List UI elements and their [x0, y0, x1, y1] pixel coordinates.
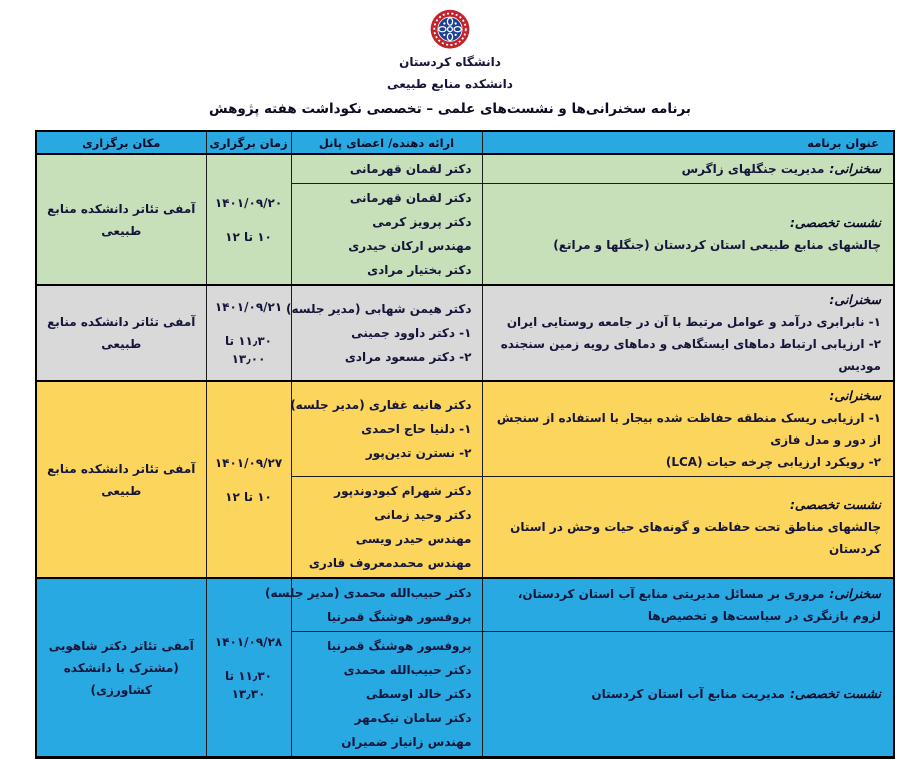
column-header-time: زمان برگزاری — [206, 131, 291, 154]
group4-lecture-row — [36, 578, 894, 632]
presenter-name: ۱- دکتر داوود جمینی — [351, 326, 472, 340]
entry-text: چالشهای مناطق تحت حفاظت و گونه‌های حیات وحش در استان کردستان — [510, 520, 881, 556]
time-cell — [206, 381, 291, 578]
university-of-kurdistan-logo-icon — [427, 9, 473, 51]
event-date: ۱۴۰۱/۰۹/۲۱ — [214, 300, 283, 314]
university-name: دانشگاه کردستان — [399, 55, 501, 69]
venue-name: آمفی تئاتر دانشکده منابع طبیعی — [47, 461, 196, 498]
entry-kind-label: سخنرانی: — [829, 388, 881, 403]
document-header — [0, 0, 900, 117]
table-header-row — [36, 131, 894, 154]
program-title-cell — [482, 285, 894, 381]
presenter-name: دکتر حبیب‌الله محمدی — [343, 663, 472, 677]
presenters-cell — [291, 632, 482, 758]
presenter-name: دکتر حبیب‌الله محمدی (مدیر جلسه) — [264, 586, 472, 600]
program-title-cell — [482, 477, 894, 579]
place-cell — [36, 381, 206, 578]
presenter-name: مهندس حیدر ویسی — [355, 532, 472, 546]
presenter-name: دکتر پرویز کرمی — [372, 215, 472, 229]
presenter-name: دکتر وحید زمانی — [374, 508, 472, 522]
presenter-name: دکتر سامان نیک‌مهر — [354, 711, 472, 725]
program-title-cell — [482, 632, 894, 758]
time-cell — [206, 154, 291, 285]
presenter-name: دکتر هانیه غفاری (مدیر جلسه) — [290, 398, 472, 412]
venue-name: آمفی تئاتر دانشکده منابع طبیعی — [47, 201, 196, 238]
program-entry — [491, 683, 882, 705]
entry-text: ۲- رویکرد ارزیابی چرخه حیات (LCA) — [665, 455, 881, 469]
program-entry — [491, 158, 882, 180]
program-title: برنامه سخنرانی‌ها و نشست‌های علمی – تخصصی نکوداشت هفته پژوهش — [208, 101, 691, 117]
program-title-cell — [482, 578, 894, 632]
entry-kind-label: سخنرانی: — [829, 161, 881, 176]
entry-text: ۲- ارزیابی ارتباط دماهای ایستگاهی و دماهای رویه زمین سنجنده مودیس — [500, 337, 881, 373]
entry-kind-label: سخنرانی: — [829, 292, 881, 307]
presenter-name: دکتر شهرام کبودوندپور — [334, 484, 472, 498]
entry-text: مدیریت جنگلهای زاگرس — [681, 162, 825, 176]
entry-text: ۱- نابرابری درآمد و عوامل مرتبط با آن در جامعه روستایی ایران — [506, 315, 881, 329]
place-cell — [36, 285, 206, 381]
entry-kind-label: سخنرانی: — [829, 586, 881, 601]
presenters-cell — [291, 477, 482, 579]
program-entry — [491, 583, 882, 627]
event-hours: ۱۰ تا ۱۲ — [225, 229, 272, 244]
event-hours: ۱۱٫۳۰ تا ۱۳٫۰۰ — [225, 334, 272, 366]
event-hours: ۱۰ تا ۱۲ — [225, 489, 272, 504]
faculty-name: دانشکده منابع طبیعی — [387, 77, 513, 91]
event-date: ۱۴۰۱/۰۹/۲۸ — [214, 634, 283, 649]
presenters-cell — [286, 285, 482, 381]
program-title-cell — [482, 154, 894, 184]
presenter-name: دکتر لقمان قهرمانی — [349, 162, 472, 176]
presenter-name: پروفسور هوشنگ قمرنیا — [327, 610, 472, 624]
entry-text: ۱- ارزیابی ریسک منطقه حفاظت شده بیجار با استفاده از سنجش از دور و مدل فازی — [496, 411, 881, 447]
entry-text: مروری بر مسائل مدیریتی منابع آب استان کردستان، لزوم بازنگری در سیاست‌ها و تخصیص‌ها — [517, 587, 881, 623]
presenter-name: پروفسور هوشنگ قمرنیا — [327, 639, 472, 653]
presenters-cell — [291, 381, 482, 477]
program-title-cell — [482, 381, 894, 477]
group1-lecture-row — [36, 154, 894, 184]
group2-lecture-row — [36, 285, 894, 381]
entry-text: مدیریت منابع آب استان کردستان — [591, 687, 785, 701]
entry-kind-label: نشست تخصصی: — [789, 497, 881, 512]
presenters-cell — [264, 578, 482, 632]
presenter-name: مهندس محمدمعروف قادری — [308, 556, 472, 570]
presenter-name: مهندس ارکان حیدری — [348, 239, 472, 253]
presenter-name: ۲- نسترن تدین‌پور — [365, 446, 472, 460]
venue-name: آمفی تئاتر دکتر شاهویی — [48, 638, 194, 653]
program-title-cell — [482, 184, 894, 286]
presenter-name: ۲- دکتر مسعود مرادی — [344, 350, 472, 364]
column-header-presenters: ارائه دهنده/ اعضای پانل — [291, 131, 482, 154]
entry-text: چالشهای منابع طبیعی استان کردستان (جنگلها و مراتع) — [553, 238, 881, 252]
place-cell — [36, 154, 206, 285]
presenter-name: دکتر بختیار مرادی — [367, 263, 472, 277]
presenters-cell — [291, 184, 482, 286]
event-date: ۱۴۰۱/۰۹/۲۰ — [214, 195, 283, 210]
presenter-name: دکتر خالد اوسطی — [365, 687, 472, 701]
event-date: ۱۴۰۱/۰۹/۲۷ — [214, 455, 283, 470]
university-logo — [0, 9, 900, 51]
schedule-table — [35, 130, 895, 759]
presenter-name: مهندس زانیار ضمیران — [341, 735, 472, 749]
time-cell — [206, 285, 291, 381]
place-cell — [36, 578, 206, 758]
venue-note: (مشترک با دانشکده کشاورزی) — [63, 660, 179, 697]
column-header-place: مکان برگزاری — [36, 131, 206, 154]
group3-lecture-row — [36, 381, 894, 477]
presenter-name: ۱- دلنیا حاج احمدی — [361, 422, 472, 436]
entry-kind-label: نشست تخصصی: — [789, 215, 881, 230]
event-hours: ۱۱٫۳۰ تا ۱۳٫۳۰ — [225, 668, 272, 701]
presenter-name: دکتر هیمن شهابی (مدیر جلسه) — [286, 302, 472, 316]
column-header-program-title: عنوان برنامه — [482, 131, 894, 154]
presenters-cell — [291, 154, 482, 184]
presenter-name: دکتر لقمان قهرمانی — [349, 191, 472, 205]
entry-kind-label: نشست تخصصی: — [789, 686, 881, 701]
venue-name: آمفی تئاتر دانشکده منابع طبیعی — [47, 315, 196, 351]
